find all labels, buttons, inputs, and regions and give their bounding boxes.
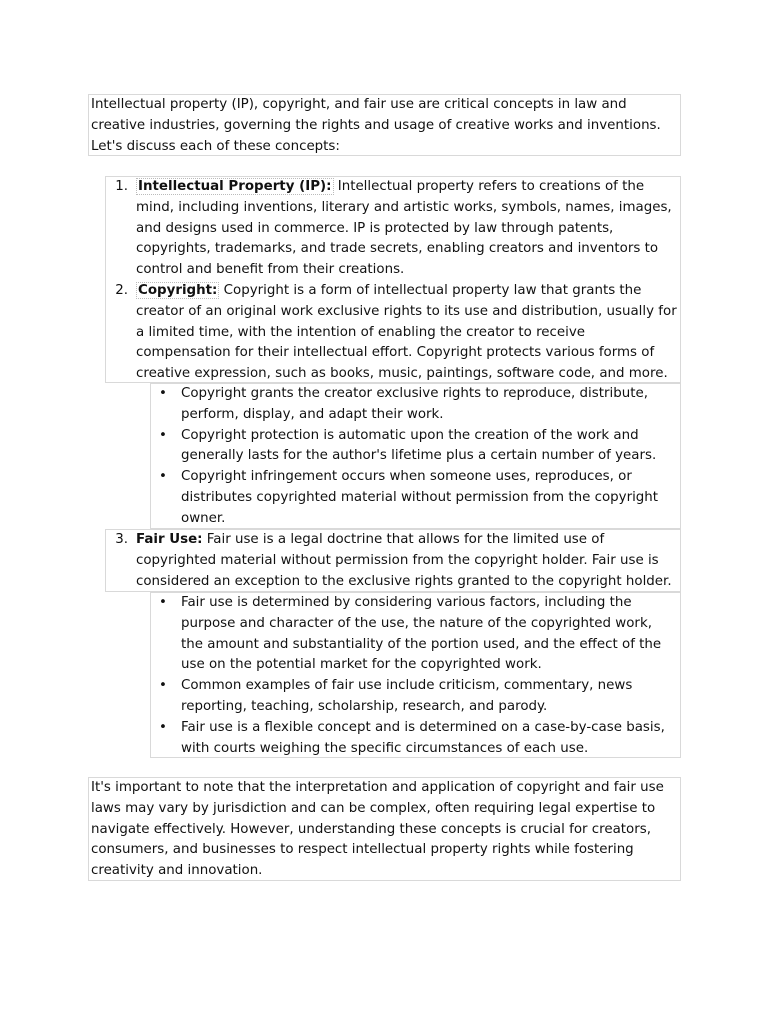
bullet-item [151, 718, 680, 760]
bullet-item [151, 676, 680, 718]
bullet-text: Fair use is determined by considering various factors, including the purpose and character of the use, the nature of the copyrighted work, the amount and substantiality of the portion used, and the effect of the use on the potential market for the copyrighted work. [181, 595, 662, 673]
bullet-item [151, 593, 680, 676]
list-item-text: Intellectual property refers to creations of the mind, including inventions, literary and artistic works, symbols, names, images, and designs used in commerce. IP is protected by law through patents, copyrights, trademarks, and trade secrets, enabling creators and inventors to control and benefit from their creations. [136, 179, 672, 278]
list-item-number: 3. [115, 532, 128, 547]
list-item-copyright [106, 281, 680, 385]
list-item-intellectual-property [106, 177, 680, 281]
bullet-text: Copyright protection is automatic upon the creation of the work and generally lasts for the author's lifetime plus a certain number of years. [181, 427, 657, 464]
bullet-item [151, 384, 680, 426]
copyright-bullet-list [150, 383, 681, 529]
bullet-marker: • [159, 469, 167, 485]
bullet-text: Common examples of fair use include criticism, commentary, news reporting, teaching, scholarship, research, and parody. [181, 678, 633, 714]
list-item-text: Fair use is a legal doctrine that allows for the limited use of copyrighted material without permission from the copyright holder. Fair use is considered an exception to the exclusive rights granted to the copyright holder. [136, 532, 672, 589]
list-item-fair-use [106, 530, 680, 592]
numbered-list-box-2 [105, 529, 681, 592]
intro-paragraph-box [88, 94, 681, 156]
numbered-list-box-1 [105, 176, 681, 383]
list-item-body [136, 177, 678, 281]
list-item-label: Intellectual Property (IP): [138, 179, 332, 194]
conclusion-paragraph-box [88, 777, 681, 881]
list-item-text: Copyright is a form of intellectual property law that grants the creator of an original work exclusive rights to its use and distribution, usually for a limited time, with the intention of enabling the creator to receive compensation for their intellectual effort. Copyright protects various forms of creative expression, such as books, music, paintings, software code, and more. [136, 283, 677, 382]
bullet-marker: • [159, 386, 167, 401]
bullet-marker: • [159, 719, 167, 735]
bullet-item [151, 467, 680, 529]
bullet-item [151, 426, 680, 468]
list-item-number: 1. [115, 179, 128, 194]
bullet-marker: • [159, 678, 167, 694]
list-item-label: Fair Use: [136, 532, 203, 547]
fair-use-bullet-list [150, 592, 681, 758]
list-item-label: Copyright: [138, 283, 218, 298]
list-item-body [136, 530, 678, 592]
bullet-marker: • [159, 427, 167, 443]
bullet-text: Copyright grants the creator exclusive rights to reproduce, distribute, perform, display, and adapt their work. [181, 386, 648, 422]
intro-paragraph: Intellectual property (IP), copyright, and fair use are critical concepts in law and creative industries, governing the rights and usage of creative works and inventions. Let's discuss each of these concepts: [91, 97, 661, 154]
list-item-body [136, 281, 678, 385]
list-item-number: 2. [115, 283, 128, 298]
bullet-marker: • [159, 595, 167, 610]
bullet-text: Copyright infringement occurs when someone uses, reproduces, or distributes copyrighted material without permission from the copyright owner. [181, 469, 659, 526]
conclusion-paragraph: It's important to note that the interpretation and application of copyright and fair use laws may vary by jurisdiction and can be complex, often requiring legal expertise to navigate effectively. However, understanding these concepts is crucial for creators, consumers, and businesses to respect intellectual property rights while fostering creativity and innovation. [91, 780, 664, 879]
bullet-text: Fair use is a flexible concept and is determined on a case-by-case basis, with courts weighing the specific circumstances of each use. [181, 719, 665, 756]
